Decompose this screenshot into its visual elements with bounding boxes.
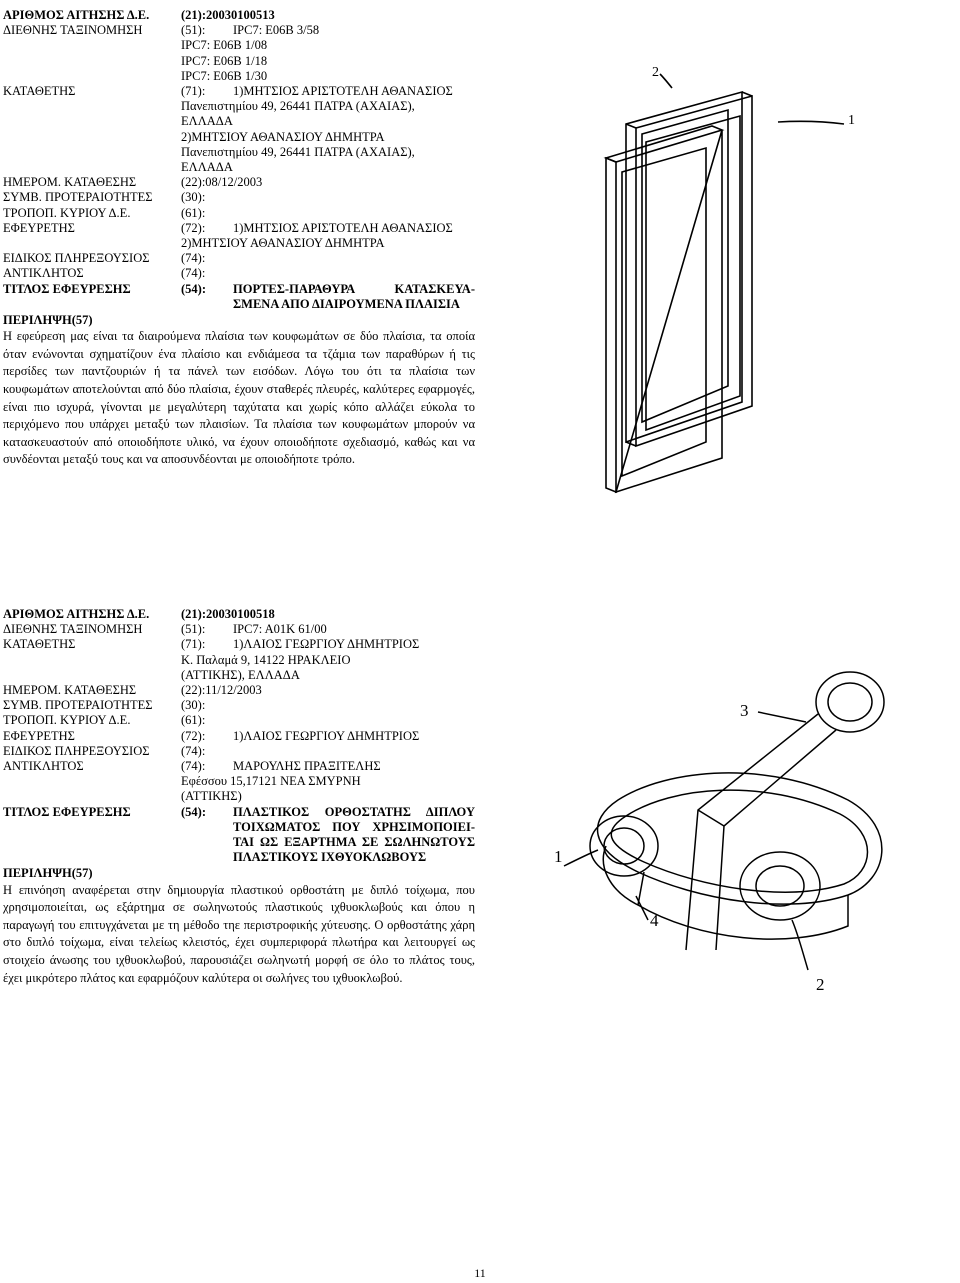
priority-row bbox=[3, 190, 475, 205]
filing-date-row bbox=[3, 683, 475, 698]
applicant-line: Πανεπιστημίου 49, 26441 ΠΑΤΡΑ (ΑΧΑΙΑΣ), bbox=[181, 144, 415, 159]
applicant-row bbox=[3, 637, 475, 683]
title-line: ΠΟΡΤΕΣ-ΠΑΡΑΘΥΡΑ ΚΑΤΑΣΚΕΥΑ- bbox=[233, 281, 475, 296]
priority-value: (30): bbox=[181, 190, 206, 205]
filing-date-row bbox=[3, 175, 475, 190]
filing-date: (22):08/12/2003 bbox=[181, 175, 263, 190]
figure-label: 2 bbox=[652, 65, 659, 80]
inventor-code: (72): bbox=[181, 220, 206, 235]
modification-label: ΤΡΟΠΟΠ. ΚΥΡΙΟΥ Δ.Ε. bbox=[3, 713, 131, 728]
inventor-line: 1)ΜΗΤΣΙΟΣ ΑΡΙΣΤΟΤΕΛΗ ΑΘΑΝΑΣΙΟΣ bbox=[233, 220, 453, 235]
title-row bbox=[3, 805, 475, 866]
title-line: ΠΛΑΣΤΙΚΟΥΣ ΙΧΘΥΟΚΛΩΒΟΥΣ bbox=[233, 850, 427, 865]
application-number: (21):20030100518 bbox=[181, 607, 275, 621]
applicant-line: 1)ΜΗΤΣΙΟΣ ΑΡΙΣΤΟΤΕΛΗ ΑΘΑΝΑΣΙΟΣ bbox=[233, 84, 453, 99]
summary-heading: ΠΕΡΙΛΗΨΗ(57) bbox=[3, 866, 93, 881]
applicant-line: Πανεπιστημίου 49, 26441 ΠΑΤΡΑ (ΑΧΑΙΑΣ), bbox=[181, 99, 415, 114]
agent-row bbox=[3, 744, 475, 759]
classification-code: (51): bbox=[181, 23, 206, 38]
priority-label: ΣΥΜΒ. ΠΡΟΤΕΡΑΙΟΤΗΤΕΣ bbox=[3, 190, 153, 205]
title-line: ΤΑΙ ΩΣ ΕΞΑΡΤΗΜΑ ΣΕ ΣΩΛΗΝΩΤΟΥΣ bbox=[233, 835, 475, 850]
classification-value: IPC7: E06B 1/30 bbox=[181, 68, 268, 83]
applicant-line: Κ. Παλαμά 9, 14122 ΗΡΑΚΛΕΙΟ bbox=[181, 652, 351, 667]
inventor-code: (72): bbox=[181, 728, 206, 743]
filing-date-label: ΗΜΕΡΟΜ. ΚΑΤΑΘΕΣΗΣ bbox=[3, 175, 137, 190]
attorney-line: (ΑΤΤΙΚΗΣ) bbox=[181, 789, 242, 804]
frame-inner-front bbox=[646, 116, 740, 430]
title-row bbox=[3, 282, 475, 312]
frame-outer-back bbox=[626, 92, 742, 442]
summary-text: Η επινόηση αναφέρεται στην δημιουργία πλαστικού ορθοστάτη με διπλό τοίχωμα, που χρησιμοποιείται, ως εξάρτημα σε σωληνωτούς πλαστικούς ιχθυοκλωβούς και όπου η παραγωγή του επιτυγχάνεται με τη μέθοδο τηε περιστροφικής χύτευσης. Ο ορθοστάτης χάρη στο διπλό τοίχωμα, είναι τελείως κλειστός, έχει συμπεριφορά πλωτήρα και λειτουργεί ως στοιχείο άνωσης του ιχθυοκλωβού, παρουσιάζει σωληνωτή μορφή σε όλο το πλάτος τους, έχει μικρότερο πλάτος και εφαρμόζουν καλύτερα οι σωλήνες του ιχθυοκλωβού. bbox=[3, 882, 475, 985]
application-number-row bbox=[3, 8, 475, 23]
attorney-label: ΑΝΤΙΚΛΗΤΟΣ bbox=[3, 266, 84, 281]
figure-label: 4 bbox=[650, 911, 659, 930]
top-ring bbox=[816, 672, 884, 732]
applicant-row bbox=[3, 84, 475, 175]
inventor-line: 1)ΛΑΙΟΣ ΓΕΩΡΓΙΟΥ ΔΗΜΗΤΡΙΟΣ bbox=[233, 728, 420, 743]
inventor-label: ΕΦΕΥΡΕΤΗΣ bbox=[3, 220, 75, 235]
applicant-line: ΕΛΛΑΔΑ bbox=[181, 160, 233, 175]
international-classification-label: ΔΙΕΘΝΗΣ ΤΑΞΙΝΟΜΗΣΗ bbox=[3, 622, 143, 637]
summary-heading: ΠΕΡΙΛΗΨΗ(57) bbox=[3, 313, 93, 328]
figure-label: 1 bbox=[554, 847, 563, 866]
filing-date: (22):11/12/2003 bbox=[181, 683, 262, 698]
figure-double-wall-post bbox=[548, 650, 908, 1040]
attorney-code: (74): bbox=[181, 759, 206, 774]
frame-inner-back bbox=[642, 110, 728, 422]
title-line: ΤΟΙΧΩΜΑΤΟΣ ΠΟΥ ΧΡΗΣΙΜΟΠΟΙΕΙ- bbox=[233, 819, 475, 834]
patent-entry-2 bbox=[3, 607, 475, 987]
international-classification-row bbox=[3, 23, 475, 84]
application-number: (21):20030100513 bbox=[181, 8, 275, 22]
filing-date-label: ΗΜΕΡΟΜ. ΚΑΤΑΘΕΣΗΣ bbox=[3, 683, 137, 698]
title-line: ΣΜΕΝΑ ΑΠΟ ΔΙΑΙΡΟΥΜΕΝΑ ΠΛΑΙΣΙΑ bbox=[233, 296, 460, 311]
inventor-row bbox=[3, 729, 475, 744]
page-number: 11 bbox=[474, 1266, 486, 1280]
patent-entry-1 bbox=[3, 8, 475, 469]
title-code: (54): bbox=[181, 281, 206, 296]
summary-text: Η εφεύρεση μας είναι τα διαιρούμενα πλαίσια των κουφωμάτων σε δύο πλαίσια, τα οποία όταν ενώνονται σχηματίζουν ένα πλαίσιο και ενδιάμεσα τα τζάμια των παραθύρων ή τις περσίδες των παντζουριών ή τα πάνελ των εισόδων. Λόγω του ότι τα πλαίσια των κουφωμάτων αποτελούνται από δύο πλαίσια, έχουν σταθερές πλευρές, καλύτερες εφαρμογές, είναι πιο ισχυρά, γίνονται με μεγαλύτερη ταχύτατα και χωρίς κόπο αλλάζει εύκολα το περιχόμενο που υπάρχει μεταξύ των πλαισίων. Τα πλαίσια των κουφωμάτων μπορούν να κατασκευαστούν από οποιοδήποτε υλικό, να έχουν οποιοδήποτε σχεδιασμό, καθώς και να συνδέονται μεταξύ τους και να αποσυνδέονται με οποιοδήποτε τρόπο. bbox=[3, 329, 475, 467]
inventor-line: 2)ΜΗΤΣΙΟΥ ΑΘΑΝΑΣΙΟΥ ΔΗΜΗΤΡΑ bbox=[181, 236, 385, 251]
priority-row bbox=[3, 698, 475, 713]
applicant-line: 1)ΛΑΙΟΣ ΓΕΩΡΓΙΟΥ ΔΗΜΗΤΡΙΟΣ bbox=[233, 637, 420, 652]
modification-label: ΤΡΟΠΟΠ. ΚΥΡΙΟΥ Δ.Ε. bbox=[3, 205, 131, 220]
priority-label: ΣΥΜΒ. ΠΡΟΤΕΡΑΙΟΤΗΤΕΣ bbox=[3, 698, 153, 713]
agent-value: (74): bbox=[181, 251, 206, 266]
bottom-ring bbox=[740, 852, 820, 920]
classification-value: IPC7: A01K 61/00 bbox=[233, 622, 327, 637]
title-label: ΤΙΤΛΟΣ ΕΦΕΥΡΕΣΗΣ bbox=[3, 804, 131, 819]
applicant-line: 2)ΜΗΤΣΙΟΥ ΑΘΑΝΑΣΙΟΥ ΔΗΜΗΤΡΑ bbox=[181, 129, 385, 144]
left-ring bbox=[590, 816, 658, 876]
applicant-label: ΚΑΤΑΘΕΤΗΣ bbox=[3, 84, 76, 99]
modification-row bbox=[3, 713, 475, 728]
applicant-label: ΚΑΤΑΘΕΤΗΣ bbox=[3, 637, 76, 652]
figure-label: 3 bbox=[740, 701, 749, 720]
title-label: ΤΙΤΛΟΣ ΕΦΕΥΡΕΣΗΣ bbox=[3, 281, 131, 296]
applicant-line: ΕΛΛΑΔΑ bbox=[181, 114, 233, 129]
attorney-code: (74): bbox=[181, 266, 206, 281]
modification-value: (61): bbox=[181, 205, 206, 220]
inventor-label: ΕΦΕΥΡΕΤΗΣ bbox=[3, 728, 75, 743]
attorney-label: ΑΝΤΙΚΛΗΤΟΣ bbox=[3, 759, 84, 774]
application-number-label: ΑΡΙΘΜΟΣ ΑΙΤΗΣΗΣ Δ.Ε. bbox=[3, 607, 150, 621]
figure-label: 2 bbox=[816, 975, 825, 994]
applicant-line: (ΑΤΤΙΚΗΣ), ΕΛΛΑΔΑ bbox=[181, 667, 300, 682]
attorney-line: Εφέσσου 15,17121 ΝΕΑ ΣΜΥΡΝΗ bbox=[181, 774, 361, 789]
attorney-row bbox=[3, 266, 475, 281]
priority-value: (30): bbox=[181, 698, 206, 713]
classification-value: IPC7: E06B 1/18 bbox=[181, 53, 268, 68]
attorney-row bbox=[3, 759, 475, 805]
applicant-code: (71): bbox=[181, 637, 206, 652]
international-classification-label: ΔΙΕΘΝΗΣ ΤΑΞΙΝΟΜΗΣΗ bbox=[3, 23, 143, 38]
modification-value: (61): bbox=[181, 713, 206, 728]
title-line: ΠΛΑΣΤΙΚΟΣ ΟΡΘΟΣΤΑΤΗΣ ΔΙΠΛΟΥ bbox=[233, 804, 475, 819]
inventor-row bbox=[3, 221, 475, 251]
attorney-line: ΜΑΡΟΥΛΗΣ ΠΡΑΞΙΤΕΛΗΣ bbox=[233, 759, 381, 774]
figure-window-frames bbox=[582, 62, 872, 502]
classification-value: IPC7: E06B 1/08 bbox=[181, 38, 268, 53]
international-classification-row bbox=[3, 622, 475, 637]
modification-row bbox=[3, 206, 475, 221]
title-code: (54): bbox=[181, 804, 206, 819]
classification-code: (51): bbox=[181, 622, 206, 637]
application-number-row bbox=[3, 607, 475, 622]
agent-label: ΕΙΔΙΚΟΣ ΠΛΗΡΕΞΟΥΣΙΟΣ bbox=[3, 743, 150, 758]
frame-outer-front bbox=[636, 96, 752, 446]
classification-value: IPC7: E06B 3/58 bbox=[233, 23, 320, 38]
applicant-code: (71): bbox=[181, 84, 206, 99]
agent-row bbox=[3, 251, 475, 266]
application-number-label: ΑΡΙΘΜΟΣ ΑΙΤΗΣΗΣ Δ.Ε. bbox=[3, 8, 150, 22]
figure-label: 1 bbox=[848, 113, 855, 128]
agent-value: (74): bbox=[181, 743, 206, 758]
agent-label: ΕΙΔΙΚΟΣ ΠΛΗΡΕΞΟΥΣΙΟΣ bbox=[3, 251, 150, 266]
